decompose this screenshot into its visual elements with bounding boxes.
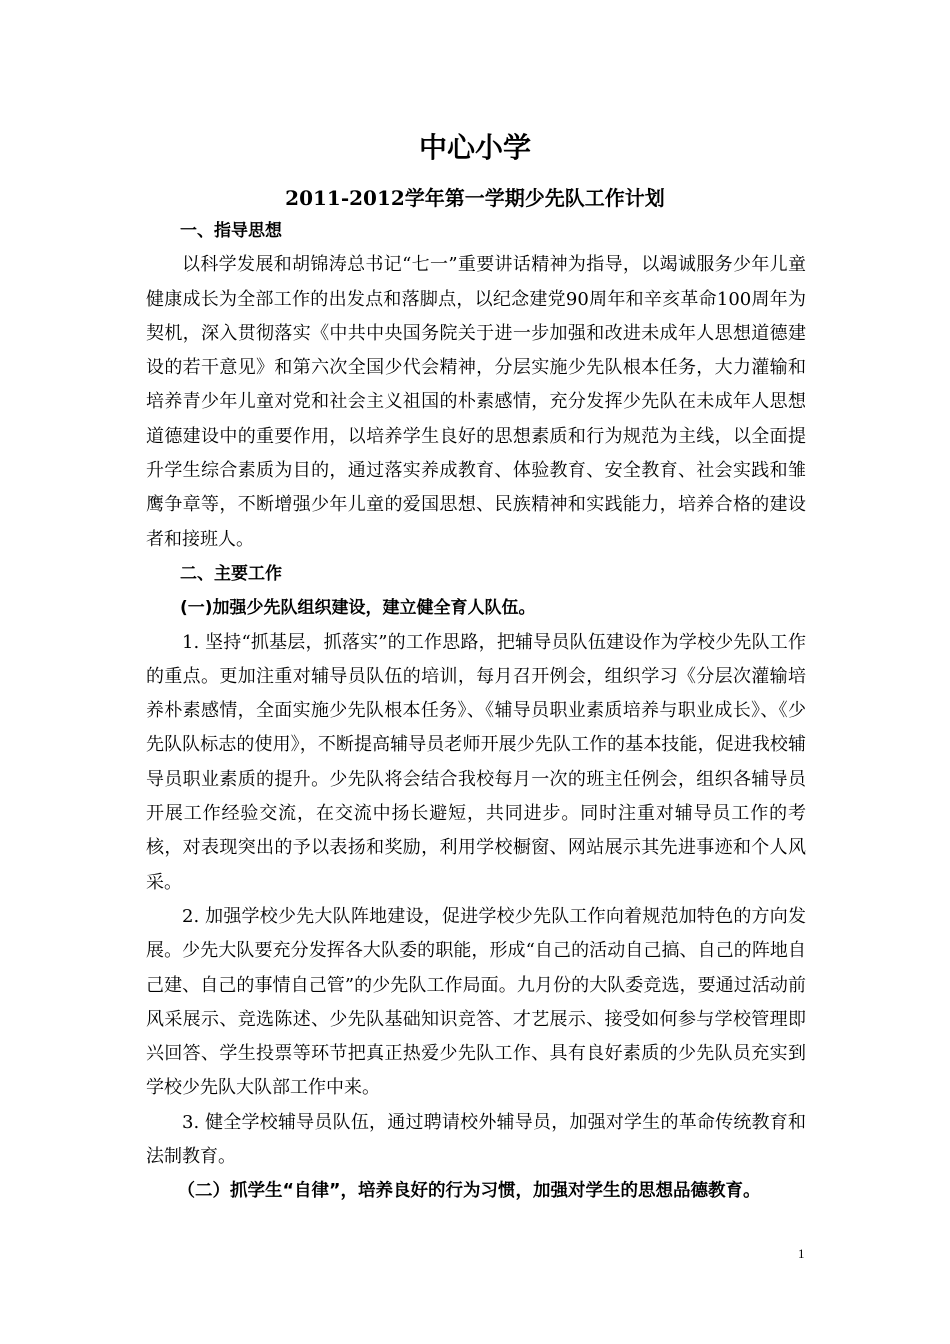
section-heading-main-work: 二、主要工作 xyxy=(180,563,282,584)
paragraph-item-2: 2. 加强学校少先大队阵地建设，促进学校少先队工作向着规范加特色的方向发展。少先大队要充分发挥各大队委的职能，形成“自己的活动自己搞、自己的阵地自己建、自己的事情自己管”的少先队工作局面。九月份的大队委竞选，要通过活动前风采展示、竞选陈述、少先队基础知识竞答、才艺展示、接受如何参与学校管理即兴回答、学生投票等环节把真正热爱少先队工作、具有良好素质的少先队员充实到学校少先队大队部工作中来。 xyxy=(146,905,806,1099)
subsection-heading-self-discipline: （二）抓学生“自律”，培养良好的行为习惯，加强对学生的思想品德教育。 xyxy=(177,1181,761,1202)
document-title: 中心小学 xyxy=(418,131,531,164)
paragraph-item-1: 1. 坚持“抓基层，抓落实”的工作思路，把辅导员队伍建设作为学校少先队工作的重点。更加注重对辅导员队伍的培训，每月召开例会，组织学习《分层次灌输培养朴素感情，全面实施少先队根本任务》、《辅导员职业素质培养与职业成长》、《少先队队标志的使用》，不断提高辅导员老师开展少先队工作的基本技能，促进我校辅导员职业素质的提升。少先队将会结合我校每月一次的班主任例会，组织各辅导员开展工作经验交流，在交流中扬长避短，共同进步。同时注重对辅导员工作的考核，对表现突出的予以表扬和奖励，利用学校橱窗、网站展示其先进事迹和个人风采。 xyxy=(146,631,806,893)
paragraph-guiding-ideology: 以科学发展和胡锦涛总书记“七一”重要讲话精神为指导，以竭诚服务少年儿童健康成长为全部工作的出发点和落脚点，以纪念建党90周年和辛亥革命100周年为契机，深入贯彻落实《中共中央国务院关于进一步加强和改进未成年人思想道德建设的若干意见》和第六次全国少代会精神，分层实施少先队根本任务，大力灌输和培养青少年儿童对党和社会主义祖国的朴素感情，充分发挥少先队在未成年人思想道德建设中的重要作用，以培养学生良好的思想素质和行为规范为主线，以全面提升学生综合素质为目的，通过落实养成教育、体验教育、安全教育、社会实践和雏鹰争章等，不断增强少年儿童的爱国思想、民族精神和实践能力，培养合格的建设者和接班人。 xyxy=(146,254,806,550)
section-heading-guiding-ideology: 一、指导思想 xyxy=(180,221,282,241)
paragraph-item-3: 3. 健全学校辅导员队伍，通过聘请校外辅导员，加强对学生的革命传统教育和法制教育。 xyxy=(146,1111,806,1168)
subsection-heading-organization: (一)加强少先队组织建设，建立健全育人队伍。 xyxy=(180,598,536,619)
page-number: 1 xyxy=(798,1246,805,1261)
document-body xyxy=(146,214,806,1209)
document-subtitle: 2011-2012学年第一学期少先队工作计划 xyxy=(285,186,665,210)
